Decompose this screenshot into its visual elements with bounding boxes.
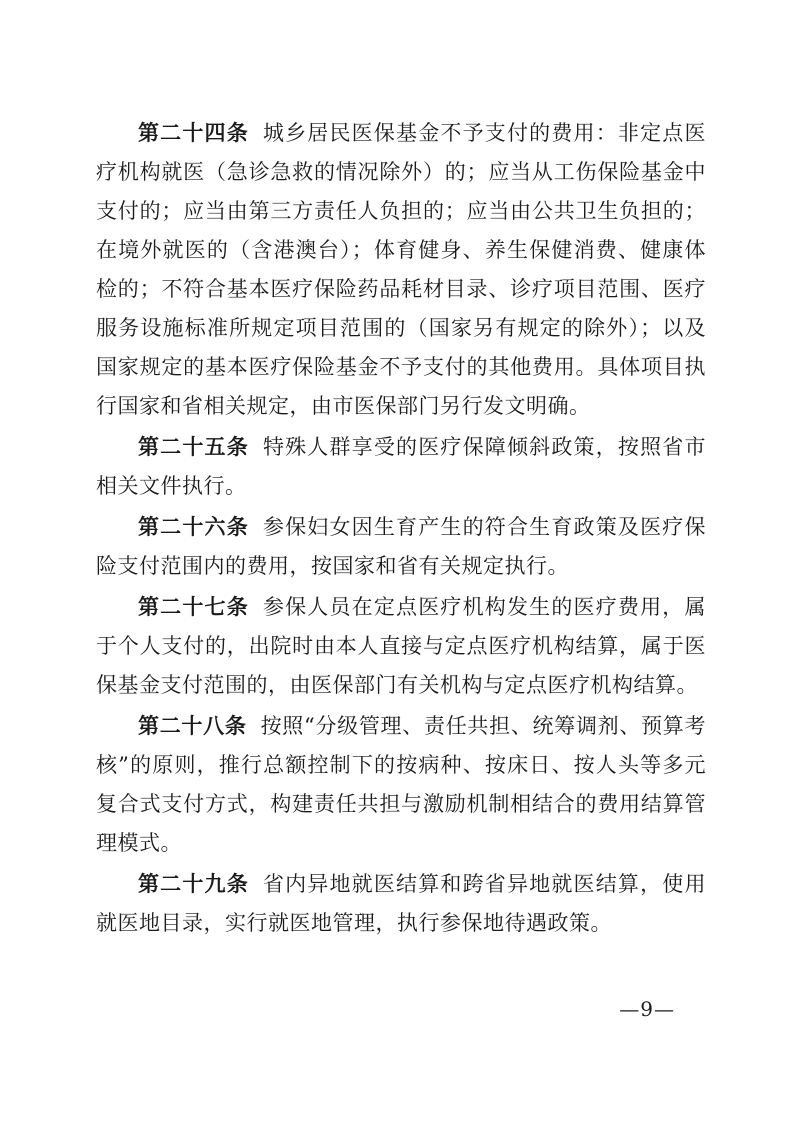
article-26-number: 第二十六条 — [138, 514, 249, 539]
article-29 — [96, 864, 706, 943]
article-25 — [96, 427, 706, 506]
article-28-text: 按照“分级管理、责任共担、统筹调剂、预算考核”的原则，推行总额控制下的按病种、按床日、按人头等多元复合式支付方式，构建责任共担与激励机制相结合的费用结算管理模式。 — [96, 714, 707, 855]
article-27 — [96, 587, 706, 705]
article-24 — [96, 113, 706, 426]
article-25-number: 第二十五条 — [138, 434, 249, 459]
article-26-text: 参保妇女因生育产生的符合生育政策及医疗保险支付范围内的费用，按国家和省有关规定执行。 — [96, 515, 706, 578]
article-25-text: 特殊人群享受的医疗保障倾斜政策，按照省市相关文件执行。 — [96, 435, 706, 498]
article-29-text: 省内异地就医结算和跨省异地就医结算，使用就医地目录，实行就医地管理，执行参保地待遇政策。 — [96, 872, 706, 935]
article-24-text: 城乡居民医保基金不予支付的费用：非定点医疗机构就医（急诊急救的情况除外）的；应当从工伤保险基金中支付的；应当由第三方责任人负担的；应当由公共卫生负担的；在境外就医的（含港澳台）；体育健身、养生保健消费、健康体检的；不符合基本医疗保险药品耗材目录、诊疗项目范围、医疗服务设施标准所规定项目范围的（国家另有规定的除外）；以及国家规定的基本医疗保险基金不予支付的其他费用。具体项目执行国家和省相关规定，由市医保部门另行发文明确。 — [96, 121, 706, 418]
article-26 — [96, 507, 706, 586]
article-29-number: 第二十九条 — [138, 871, 249, 896]
article-27-number: 第二十七条 — [138, 594, 249, 619]
article-28-number: 第二十八条 — [138, 713, 247, 738]
article-28 — [96, 706, 706, 863]
document-body — [96, 113, 706, 944]
page-number: —9— — [619, 997, 675, 1021]
article-24-number: 第二十四条 — [138, 120, 249, 145]
article-27-text: 参保人员在定点医疗机构发生的医疗费用，属于个人支付的，出院时由本人直接与定点医疗机构结算，属于医保基金支付范围的，由医保部门有关机构与定点医疗机构结算。 — [96, 595, 706, 697]
